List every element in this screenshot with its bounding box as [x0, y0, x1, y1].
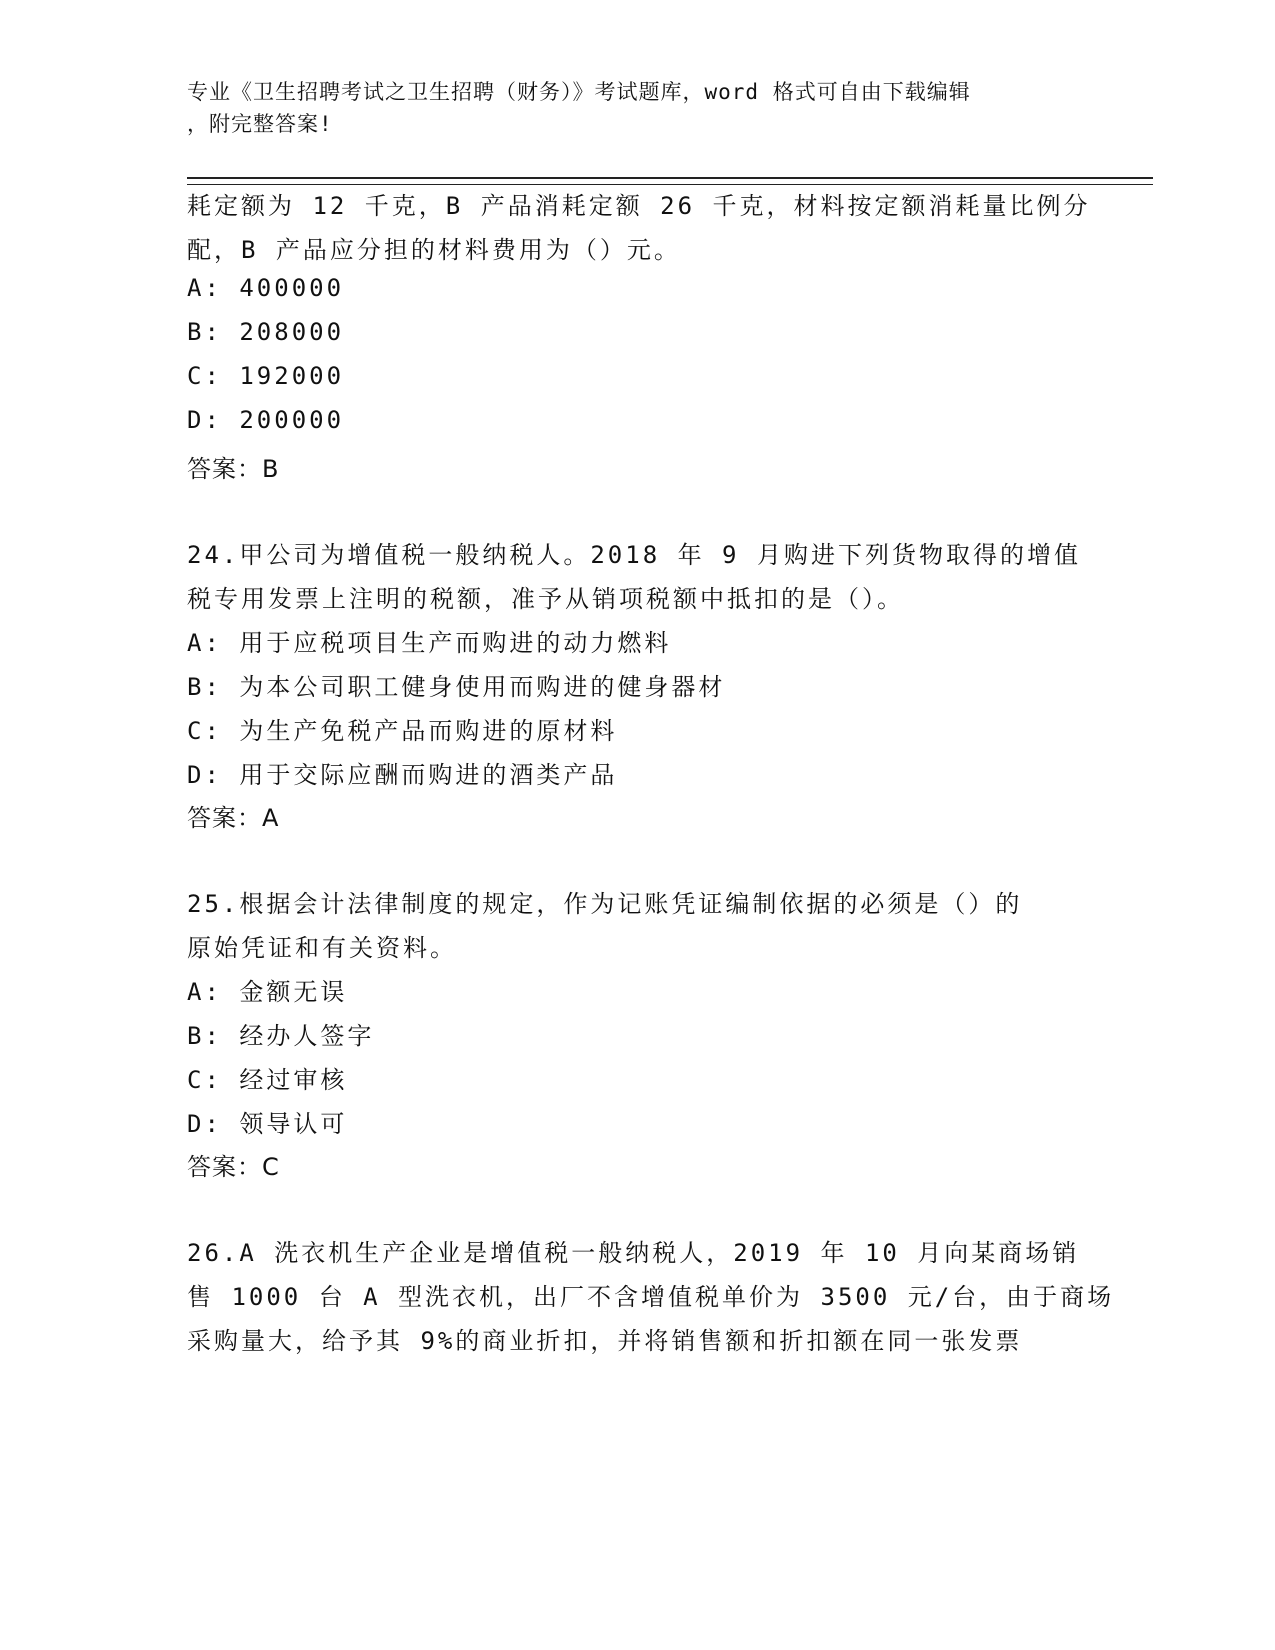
q26-stem-line-3: 采购量大，给予其 9%的商业折扣，并将销售额和折扣额在同一张发票 [187, 1327, 1023, 1355]
q25-option-a: A: 金额无误 [187, 978, 348, 1006]
header-divider [187, 177, 1153, 185]
q23-option-a: A: 400000 [187, 274, 345, 302]
q23-option-c: C: 192000 [187, 362, 345, 390]
q25-answer: 答案：C [187, 1153, 280, 1181]
q23-answer: 答案：B [187, 455, 280, 483]
q25-stem-line-1: 25.根据会计法律制度的规定，作为记账凭证编制依据的必须是（）的 [187, 890, 1023, 918]
q23-option-b: B: 208000 [187, 318, 345, 346]
q26-stem-line-1: 26.A 洗衣机生产企业是增值税一般纳税人，2019 年 10 月向某商场销 [187, 1239, 1080, 1267]
q24-option-c: C: 为生产免税产品而购进的原材料 [187, 717, 618, 745]
header-title-line-2: ，附完整答案! [187, 112, 333, 136]
q24-option-a: A: 用于应税项目生产而购进的动力燃料 [187, 629, 672, 657]
q23-option-d: D: 200000 [187, 406, 345, 434]
q25-stem-line-2: 原始凭证和有关资料。 [187, 934, 457, 962]
q24-stem-line-1: 24.甲公司为增值税一般纳税人。2018 年 9 月购进下列货物取得的增值 [187, 541, 1081, 569]
q24-stem-line-2: 税专用发票上注明的税额，准予从销项税额中抵扣的是（）。 [187, 585, 904, 613]
q24-answer: 答案：A [187, 804, 280, 832]
q25-option-c: C: 经过审核 [187, 1066, 348, 1094]
q24-option-b: B: 为本公司职工健身使用而购进的健身器材 [187, 673, 726, 701]
header-title-line-1: 专业《卫生招聘考试之卫生招聘（财务）》考试题库，word 格式可自由下载编辑 [187, 80, 971, 104]
q24-option-d: D: 用于交际应酬而购进的酒类产品 [187, 761, 618, 789]
q26-stem-line-2: 售 1000 台 A 型洗衣机，出厂不含增值税单价为 3500 元/台，由于商场 [187, 1283, 1115, 1311]
q23-stem-line-1: 耗定额为 12 千克，B 产品消耗定额 26 千克，材料按定额消耗量比例分 [187, 192, 1091, 220]
q23-stem-line-2: 配，B 产品应分担的材料费用为（）元。 [187, 236, 681, 264]
q25-option-d: D: 领导认可 [187, 1110, 348, 1138]
document-header [187, 76, 1067, 140]
q25-option-b: B: 经办人签字 [187, 1022, 375, 1050]
